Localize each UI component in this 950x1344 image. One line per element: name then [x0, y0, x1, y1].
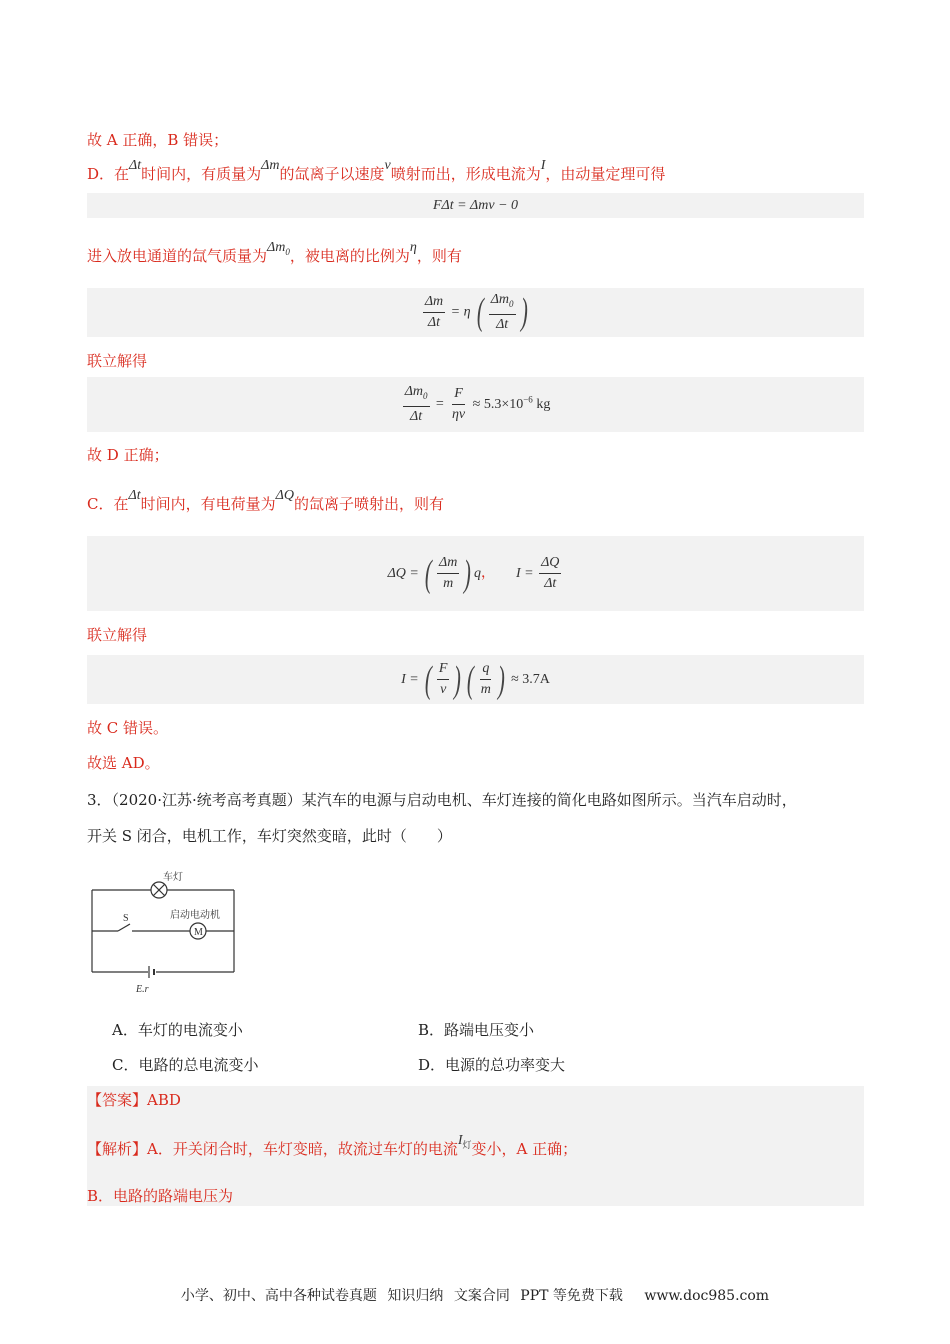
symbol-eta: η — [409, 240, 417, 255]
subscript: 灯 — [462, 1139, 472, 1150]
comma: ， — [480, 565, 495, 581]
answer-value: ABD — [147, 1091, 181, 1109]
text: ，由动量定理可得 — [545, 165, 666, 183]
analysis-line — [87, 1133, 578, 1165]
numerator: Δm — [437, 555, 459, 574]
symbol-i: I — [540, 158, 546, 173]
approx-value: ≈ 5.3×10 — [472, 396, 524, 412]
final-choice: 故选 AD。 — [87, 754, 160, 772]
denominator: Δt — [427, 315, 441, 330]
footer-link[interactable]: www.doc985.com — [644, 1288, 770, 1304]
symbol-i-lamp: I — [457, 1133, 463, 1148]
equation-current: I = ( $\frac{F}{v}$ ) ( $\frac{q}{m}$ ) ≈ 3.7A — [87, 655, 864, 704]
lamp-label: 车灯 — [163, 872, 183, 883]
numerator: Δm — [490, 292, 510, 308]
text: 进入放电通道的氙气质量为 — [87, 247, 268, 265]
equation-charge: ΔQ = ( $\frac{\Delta m}{m}$ ) q， I = $\frac{\Delta Q}{\Delta t}$ — [87, 536, 864, 611]
option-d-statement — [87, 158, 666, 186]
denominator: ηv — [451, 406, 466, 422]
motor-letter: M — [194, 927, 203, 938]
analysis-tag: 【解析】 — [87, 1140, 148, 1158]
lhs-current: I = — [515, 565, 534, 581]
circuit-diagram — [88, 868, 248, 996]
analysis-b-line: B．电路的路端电压为 — [87, 1187, 234, 1205]
option-c-statement — [87, 488, 444, 516]
approx-value: ≈ 3.7A — [511, 671, 550, 687]
unit: kg — [536, 396, 551, 412]
numerator: F — [452, 386, 465, 405]
combine-solve-1: 联立解得 — [87, 352, 148, 370]
subscript: 0 — [509, 298, 514, 309]
equation-text: FΔt = Δmv − 0 — [432, 197, 519, 213]
answer-tag: 【答案】 — [87, 1091, 148, 1109]
text: ，被电离的比例为 — [289, 247, 410, 265]
option-a: A．车灯的电流变小 — [112, 1021, 243, 1039]
equation-impulse — [87, 193, 864, 218]
text: 时间内，有质量为 — [141, 165, 262, 183]
lhs: ΔQ = — [387, 565, 419, 581]
option-c: C．电路的总电流变小 — [112, 1056, 259, 1074]
equation-mass-rate — [87, 377, 864, 432]
exponent: −6 — [523, 394, 533, 405]
motor-label: 启动电动机 — [170, 910, 220, 921]
text: D．在 — [87, 165, 130, 183]
text: A．开关闭合时，车灯变暗，故流过车灯的电流 — [147, 1140, 458, 1158]
numerator: Δm — [404, 384, 424, 400]
symbol-delta-m0: Δm — [267, 240, 286, 255]
denominator: m — [480, 682, 491, 697]
question-3-line-2: 开关 S 闭合，电机工作，车灯突然变暗，此时（ ） — [87, 827, 452, 845]
switch-symbol — [118, 924, 130, 931]
text: ，则有 — [416, 247, 462, 265]
lhs: I = — [401, 671, 419, 687]
denominator: v — [440, 682, 447, 697]
conclusion-a-correct: 故 A 正确，B 错误； — [87, 131, 229, 149]
switch-label: S — [123, 913, 129, 924]
denominator: Δt — [410, 408, 423, 424]
text: C．在 — [87, 495, 129, 513]
footer-text: PPT 等免费下载 — [520, 1288, 623, 1304]
numerator: ΔQ — [539, 555, 561, 574]
text: 的氙离子喷射出，则有 — [293, 495, 444, 513]
equals-eta: = η — [450, 304, 471, 320]
combine-solve-2: 联立解得 — [87, 626, 148, 644]
symbol-delta-m: Δm — [261, 158, 280, 173]
symbol-delta-q: ΔQ — [275, 488, 294, 503]
gas-mass-statement — [87, 240, 462, 272]
footer-text: 文案合同 — [453, 1288, 510, 1304]
question-3-line-1: 3．（2020·江苏·统考高考真题）某汽车的电源与启动电机、车灯连接的简化电路如图所示。当汽车启动时， — [87, 791, 797, 809]
symbol-delta-t: Δt — [128, 488, 141, 503]
symbol-delta-t: Δt — [129, 158, 142, 173]
denominator: m — [443, 576, 454, 591]
symbol-v: v — [384, 158, 391, 173]
numerator: Δm — [423, 294, 445, 313]
text: 喷射而出，形成电流为 — [390, 165, 541, 183]
denominator: Δt — [544, 576, 557, 591]
subscript: 0 — [285, 246, 290, 257]
option-d: D．电源的总功率变大 — [418, 1056, 566, 1074]
text: 变小，A 正确； — [471, 1140, 578, 1158]
battery-label: E.r — [136, 984, 149, 995]
page-footer — [0, 1285, 950, 1305]
numerator: q — [480, 661, 491, 680]
footer-text: 知识归纳 — [387, 1288, 444, 1304]
footer-text: 小学、初中、高中各种试卷真题 — [180, 1288, 377, 1304]
denominator: Δt — [496, 316, 509, 332]
conclusion-d-correct: 故 D 正确； — [87, 446, 169, 464]
charge-q: q — [473, 565, 481, 581]
answer-line — [87, 1090, 181, 1110]
text: 时间内，有电荷量为 — [140, 495, 276, 513]
option-b: B．路端电压变小 — [418, 1021, 535, 1039]
equation-ionization-ratio: $\frac{\Delta m}{\Delta t}$ = η ( $\frac{\Delta m_0}{\Delta t}$ ) — [87, 288, 864, 337]
subscript: 0 — [423, 390, 428, 401]
text: 的氙离子以速度 — [279, 165, 385, 183]
conclusion-c-wrong: 故 C 错误。 — [87, 719, 169, 737]
equals: = — [435, 396, 445, 412]
numerator: F — [437, 661, 450, 680]
